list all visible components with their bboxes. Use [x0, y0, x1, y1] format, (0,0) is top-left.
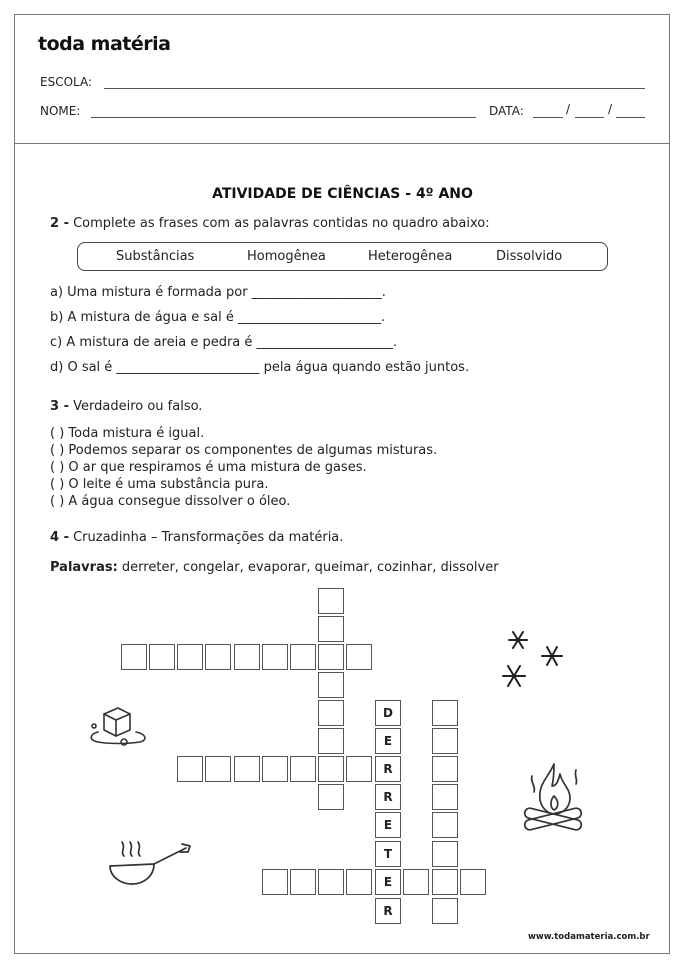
q2-number: 2 - [50, 216, 69, 231]
crossword-cell[interactable] [205, 644, 231, 670]
crossword-cell[interactable] [318, 700, 344, 726]
word-bank-item: Heterogênea [368, 249, 453, 264]
q3-prompt [50, 399, 202, 414]
date-separator: / [566, 102, 571, 116]
q3-text: Verdadeiro ou falso. [73, 399, 203, 414]
crossword-cell[interactable] [318, 644, 344, 670]
word-bank-item: Dissolvido [496, 249, 563, 264]
frying-pan-icon [106, 838, 192, 888]
q4-text: Cruzadinha – Transformações da matéria. [73, 530, 344, 545]
logo: toda matéria [38, 33, 171, 55]
snowflake-icon [496, 626, 568, 692]
crossword-cell[interactable] [262, 869, 288, 895]
crossword-cell[interactable] [290, 869, 316, 895]
crossword-cell[interactable] [290, 756, 316, 782]
crossword-cell[interactable] [205, 756, 231, 782]
crossword-cell[interactable] [432, 728, 458, 754]
crossword-cell-filled: E [375, 728, 401, 754]
crossword-cell[interactable] [121, 644, 147, 670]
crossword-cell[interactable] [432, 869, 458, 895]
q2-text: Complete as frases com as palavras contidas no quadro abaixo: [73, 216, 490, 231]
school-field[interactable] [104, 88, 645, 89]
page-title: ATIVIDADE DE CIÊNCIAS - 4º ANO [212, 186, 473, 202]
date-month-field[interactable] [575, 117, 604, 118]
crossword-cell[interactable] [403, 869, 429, 895]
crossword-cell[interactable] [318, 588, 344, 614]
crossword-cell[interactable] [346, 756, 372, 782]
q4-words-label: Palavras: [50, 560, 118, 575]
name-field[interactable] [91, 117, 476, 118]
crossword-cell-filled: R [375, 898, 401, 924]
q4-prompt [50, 530, 343, 545]
ice-cube-icon [84, 702, 152, 750]
date-day-field[interactable] [533, 117, 563, 118]
crossword-cell[interactable] [149, 644, 175, 670]
crossword-cell[interactable] [318, 672, 344, 698]
q4-number: 4 - [50, 530, 69, 545]
crossword-cell[interactable] [346, 869, 372, 895]
crossword-cell[interactable] [234, 644, 260, 670]
date-separator: / [608, 102, 613, 116]
word-bank-item: Substâncias [116, 249, 195, 264]
q2-item-c: c) A mistura de areia e pedra é _____________________. [50, 335, 398, 350]
crossword-cell[interactable] [318, 616, 344, 642]
crossword-cell[interactable] [346, 644, 372, 670]
q3-item: ( ) O leite é uma substância pura. [50, 477, 269, 492]
crossword-cell-filled: R [375, 784, 401, 810]
crossword-cell[interactable] [432, 898, 458, 924]
header-divider [14, 143, 670, 144]
crossword-cell-filled: D [375, 700, 401, 726]
q4-words: derreter, congelar, evaporar, queimar, cozinhar, dissolver [121, 560, 499, 575]
crossword-cell[interactable] [177, 644, 203, 670]
crossword-cell[interactable] [290, 644, 316, 670]
name-label: NOME: [40, 104, 81, 118]
q3-item: ( ) A água consegue dissolver o óleo. [50, 494, 291, 509]
crossword-cell-filled: E [375, 812, 401, 838]
word-bank-item: Homogênea [247, 249, 326, 264]
crossword-cell[interactable] [318, 728, 344, 754]
q3-item: ( ) O ar que respiramos é uma mistura de gases. [50, 460, 367, 475]
q4-word-list [50, 560, 499, 575]
crossword-cell[interactable] [432, 812, 458, 838]
q2-prompt [50, 216, 490, 231]
q2-item-a: a) Uma mistura é formada por ____________________. [50, 285, 386, 300]
q3-item: ( ) Toda mistura é igual. [50, 426, 205, 441]
date-year-field[interactable] [616, 117, 645, 118]
crossword-cell[interactable] [177, 756, 203, 782]
crossword-cell[interactable] [318, 756, 344, 782]
crossword-cell-filled: T [375, 841, 401, 867]
q2-item-d: d) O sal é ______________________ pela água quando estão juntos. [50, 360, 470, 375]
q3-number: 3 - [50, 399, 69, 414]
crossword-cell-filled: E [375, 869, 401, 895]
q2-item-b: b) A mistura de água e sal é ______________________. [50, 310, 386, 325]
crossword-cell[interactable] [460, 869, 486, 895]
crossword-cell[interactable] [318, 869, 344, 895]
crossword-cell[interactable] [432, 841, 458, 867]
footer-url: www.todamateria.com.br [528, 932, 650, 942]
crossword-cell[interactable] [262, 756, 288, 782]
crossword-cell[interactable] [318, 784, 344, 810]
crossword-cell[interactable] [432, 700, 458, 726]
crossword-cell[interactable] [432, 784, 458, 810]
school-label: ESCOLA: [40, 75, 93, 89]
date-label: DATA: [489, 104, 524, 118]
campfire-icon [518, 756, 590, 834]
crossword-cell-filled: R [375, 756, 401, 782]
crossword-cell[interactable] [262, 644, 288, 670]
crossword-cell[interactable] [234, 756, 260, 782]
crossword-cell[interactable] [432, 756, 458, 782]
word-bank [77, 242, 608, 271]
q3-item: ( ) Podemos separar os componentes de algumas misturas. [50, 443, 438, 458]
